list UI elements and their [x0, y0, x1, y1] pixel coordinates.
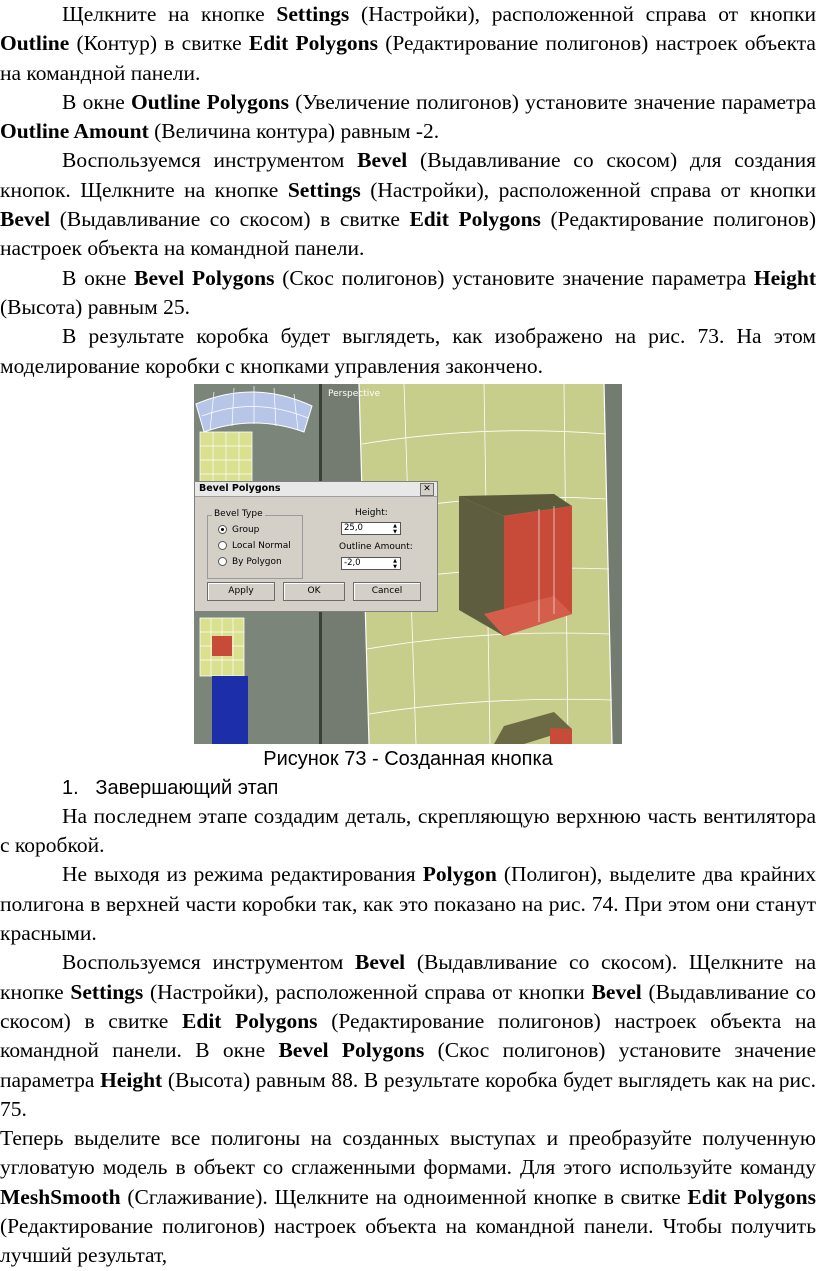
spinner-down-icon[interactable]: ▼ [393, 528, 397, 535]
paragraph-p5 [0, 322, 816, 381]
height-label: Height: [355, 507, 388, 518]
text-run: (Настройки), расположенной справа от кнопки [349, 2, 816, 26]
bold-term: MeshSmooth [0, 1184, 121, 1209]
text-run: (Высота) равным 88. В результате коробка будет выглядеть как на рис. 75. [0, 1067, 816, 1121]
text-run: (Скос полигонов) установите значение параметра [0, 1038, 816, 1092]
paragraph-q2 [0, 860, 816, 948]
text-run: (Редактирование полигонов) настроек объекта на командной панели. [0, 31, 816, 85]
paragraph-q4 [0, 1124, 816, 1270]
apply-button[interactable]: Apply [207, 582, 275, 601]
text-run: (Полигон), выделите два крайних полигона в верхней части коробки так, как это показано на рис. 74. При этом они станут красными. [0, 862, 816, 946]
paragraph-p3 [0, 146, 816, 263]
dialog-title-text: Bevel Polygons [199, 482, 281, 494]
ok-button[interactable]: OK [283, 582, 345, 601]
text-run: (Редактирование полигонов) настроек объекта на командной панели. [0, 207, 816, 261]
outline-amount-label: Outline Amount: [339, 541, 413, 552]
text-run: Теперь выделите все полигоны на созданных выступах и преобразуйте полученную угловатую модель в объект со сглаженными формами. Для этого используйте команду [0, 1126, 816, 1180]
text-run: В окне [62, 265, 135, 290]
spinner-up-icon[interactable]: ▲ [393, 557, 397, 564]
cancel-button[interactable]: Cancel [353, 582, 421, 601]
spinner-up-icon[interactable]: ▲ [393, 522, 397, 529]
text-run: (Сглаживание). Щелкните на одноименной кнопке в свитке [120, 1184, 688, 1209]
radio-selected-icon [218, 525, 227, 534]
text-run: (Скос полигонов) установите значение параметра [274, 265, 754, 290]
radio-group[interactable] [218, 525, 259, 535]
text-run: Щелкните на кнопке [62, 2, 277, 26]
dialog-title [195, 482, 437, 497]
paragraph-p2 [0, 88, 816, 147]
text-run: (Высота) равным 25. [0, 294, 190, 319]
bold-term: Edit Polygons [687, 1184, 816, 1209]
radio-by-polygon[interactable] [218, 557, 282, 567]
text-run: (Выдавливание со скосом) в свитке [50, 207, 410, 232]
radio-label-by-polygon: By Polygon [232, 556, 282, 567]
height-input[interactable]: 25,0 [341, 522, 401, 535]
paragraphs-before [0, 0, 816, 381]
text-run: (Выдавливание со скосом). Щелкните на кнопке [0, 950, 816, 1004]
radio-icon [218, 541, 227, 550]
list-item-final-stage [0, 774, 816, 802]
text-run: Воспользуемся инструментом [62, 950, 355, 975]
bevel-type-label: Bevel Type [214, 508, 263, 519]
paragraph-p1 [0, 0, 816, 88]
radio-icon [218, 557, 227, 566]
close-icon[interactable]: ✕ [420, 483, 434, 496]
paragraph-p4 [0, 264, 816, 323]
text-run: (Редактирование полигонов) настроек объекта на командной панели. В окне [0, 1008, 816, 1063]
bold-term: Settings [70, 979, 144, 1004]
bold-term: Edit Polygons [182, 1008, 318, 1033]
paragraphs-after [0, 802, 816, 1271]
bold-term: Edit Polygons [409, 207, 541, 232]
bold-term: Bevel [0, 207, 51, 232]
bevel-polygons-dialog [194, 481, 438, 612]
list-number: 1. [62, 776, 79, 799]
text-run: (Контур) в свитке [69, 31, 249, 56]
text-run: В окне [62, 89, 132, 114]
text-run: (Выдавливание со скосом) для создания кнопок. Щелкните на кнопке [0, 148, 816, 202]
outline-spinner[interactable] [391, 558, 399, 570]
radio-label-local-normal: Local Normal [232, 540, 291, 551]
bold-term: Height [100, 1067, 163, 1092]
bold-term: Bevel [591, 979, 642, 1004]
text-run: (Величина контура) равным -2. [148, 119, 440, 144]
bold-term: Outline Amount [0, 119, 149, 144]
bold-term: Outline [0, 31, 70, 56]
text-run: (Настройки), расположенной справа от кнопки [360, 177, 816, 202]
text-run: (Редактирование полигонов) настроек объекта на командной панели. Чтобы получить лучший результат, [0, 1214, 816, 1268]
outline-amount-input[interactable]: -2,0 [341, 557, 401, 570]
bevel-type-group [207, 508, 303, 579]
spinner-down-icon[interactable]: ▼ [393, 563, 397, 570]
bold-term: Bevel [355, 950, 406, 975]
height-spinner[interactable] [391, 523, 399, 535]
text-run: (Настройки), расположенной справа от кнопки [143, 979, 592, 1004]
text-run: Воспользуемся инструментом [62, 148, 358, 173]
bold-term: Bevel Polygons [278, 1038, 425, 1063]
bold-term: Settings [287, 177, 361, 202]
bold-term: Bevel [357, 148, 408, 173]
bold-term: Polygon [422, 862, 497, 887]
radio-local-normal[interactable] [218, 541, 291, 551]
text-run: Не выходя из режима редактирования [62, 862, 423, 887]
text-run: На последнем этапе создадим деталь, скрепляющую верхнюю часть вентилятора с коробкой. [0, 803, 816, 858]
bold-term: Outline Polygons [131, 89, 289, 114]
bold-term: Height [753, 265, 816, 290]
paragraph-q1 [0, 802, 816, 861]
viewport-label: Perspective [328, 388, 381, 399]
figure-caption: Рисунок 73 - Созданная кнопка [263, 747, 553, 770]
bold-term: Settings [276, 2, 350, 26]
text-run: (Увеличение полигонов) установите значение параметра [289, 89, 816, 114]
bold-term: Bevel Polygons [134, 265, 275, 290]
list-text: Завершающий этап [95, 776, 279, 799]
figure-73 [194, 384, 622, 744]
text-run: В результате коробка будет выглядеть, как изображено на рис. 73. На этом моделирование коробки с кнопками управления закончено. [0, 324, 816, 378]
paragraph-q3 [0, 948, 816, 1124]
radio-label-group: Group [232, 524, 260, 535]
text-run: (Выдавливание со скосом) в свитке [0, 979, 816, 1033]
bold-term: Edit Polygons [248, 31, 378, 56]
